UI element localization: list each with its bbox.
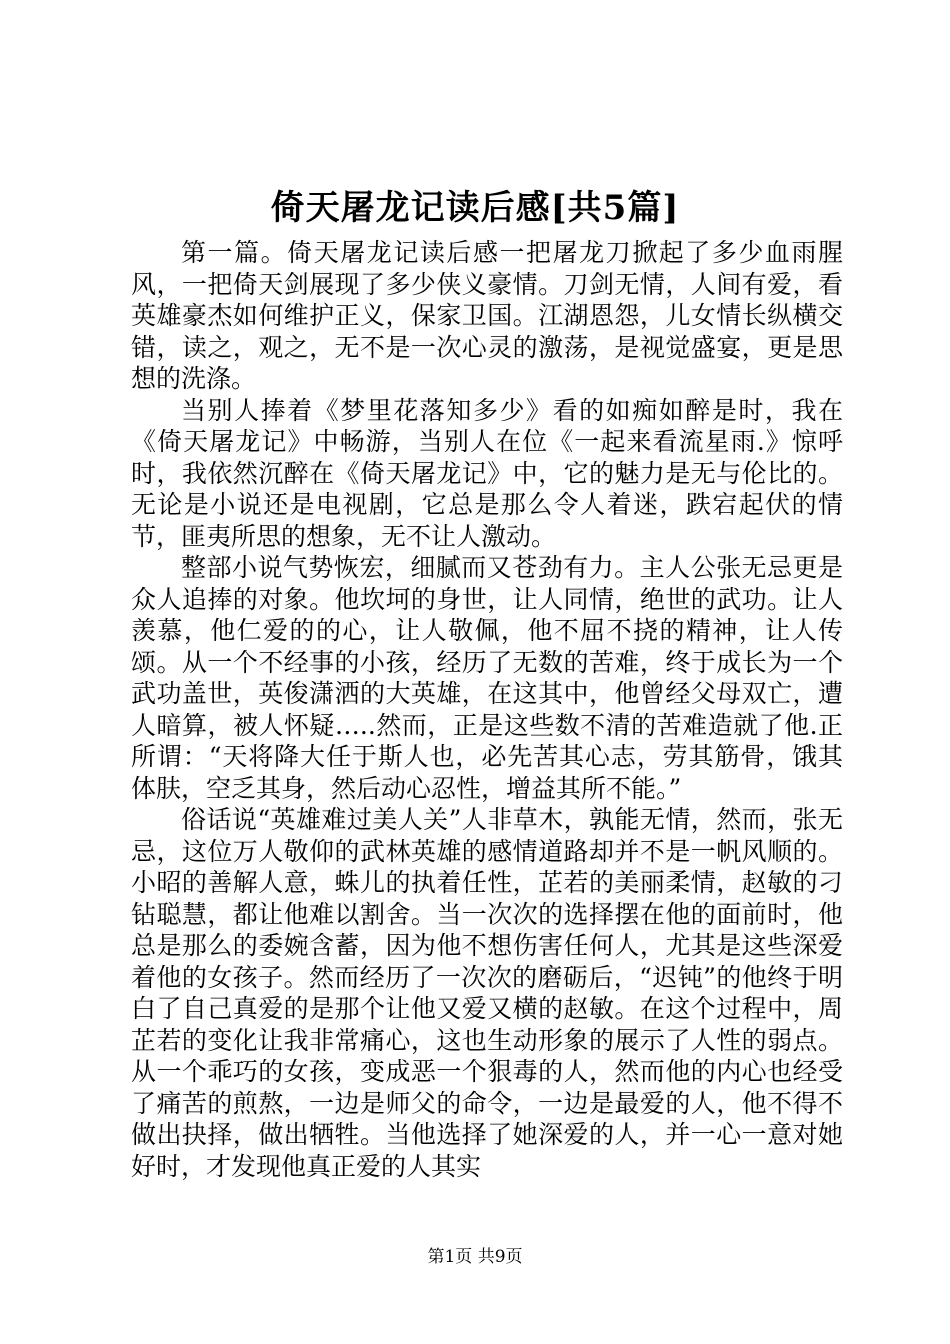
page-number-footer: 第1页 共9页 [427, 1247, 523, 1267]
paragraph-3: 整部小说气势恢宏，细腻而又苍劲有力。主人公张无忌更是众人追捧的对象。他坎坷的身世，让人同情，绝世的武功。让人羡慕，他仁爱的的心，让人敬佩，他不屈不挠的精神，让人传颂。从一个不经事的小孩，经历了无数的苦难，终于成长为一个武功盖世，英俊潇洒的大英雄，在这其中，他曾经父母双亡，遭人暗算，被人怀疑…..然而，正是这些数不清的苦难造就了他.正所谓：“天将降大任于斯人也，必先苦其心志，劳其筋骨，饿其体肤，空乏其身，然后动心忍性，增益其所不能。” [131, 553, 843, 803]
paragraph-1: 第一篇。倚天屠龙记读后感一把屠龙刀掀起了多少血雨腥风，一把倚天剑展现了多少侠义豪情。刀剑无情，人间有爱，看英雄豪杰如何维护正义，保家卫国。江湖恩怨，儿女情长纵横交错，读之，观之，无不是一次心灵的激荡，是视觉盛宴，更是思想的洗涤。 [131, 238, 843, 393]
paragraph-4: 俗话说“英雄难过美人关”人非草木，孰能无情，然而，张无忌，这位万人敬仰的武林英雄的感情道路却并不是一帆风顺的。小昭的善解人意，蛛儿的执着任性，芷若的美丽柔情，赵敏的刁钻聪慧，都让他难以割舍。当一次次的选择摆在他的面前时，他总是那么的委婉含蓄，因为他不想伤害任何人，尤其是这些深爱着他的女孩子。然而经历了一次次的磨砺后，“迟钝”的他终于明白了自己真爱的是那个让他又爱又横的赵敏。在这个过程中，周芷若的变化让我非常痛心，这也生动形象的展示了人性的弱点。从一个乖巧的女孩，变成恶一个狠毒的人，然而他的内心也经受了痛苦的煎熬，一边是师父的命令，一边是最爱的人，他不得不做出抉择，做出牺牲。当他选择了她深爱的人，并一心一意对她好时，才发现他真正爱的人其实 [131, 805, 843, 1181]
paragraph-2: 当别人捧着《梦里花落知多少》看的如痴如醉是时，我在《倚天屠龙记》中畅游，当别人在位《一起来看流星雨.》惊呼时，我依然沉醉在《倚天屠龙记》中，它的魅力是无与伦比的。无论是小说还是电视剧，它总是那么令人着迷，跌宕起伏的情节，匪夷所思的想象，无不让人激动。 [131, 395, 843, 551]
document-title: 倚天屠龙记读后感[共5篇] [270, 188, 680, 228]
document-body [131, 237, 843, 1182]
